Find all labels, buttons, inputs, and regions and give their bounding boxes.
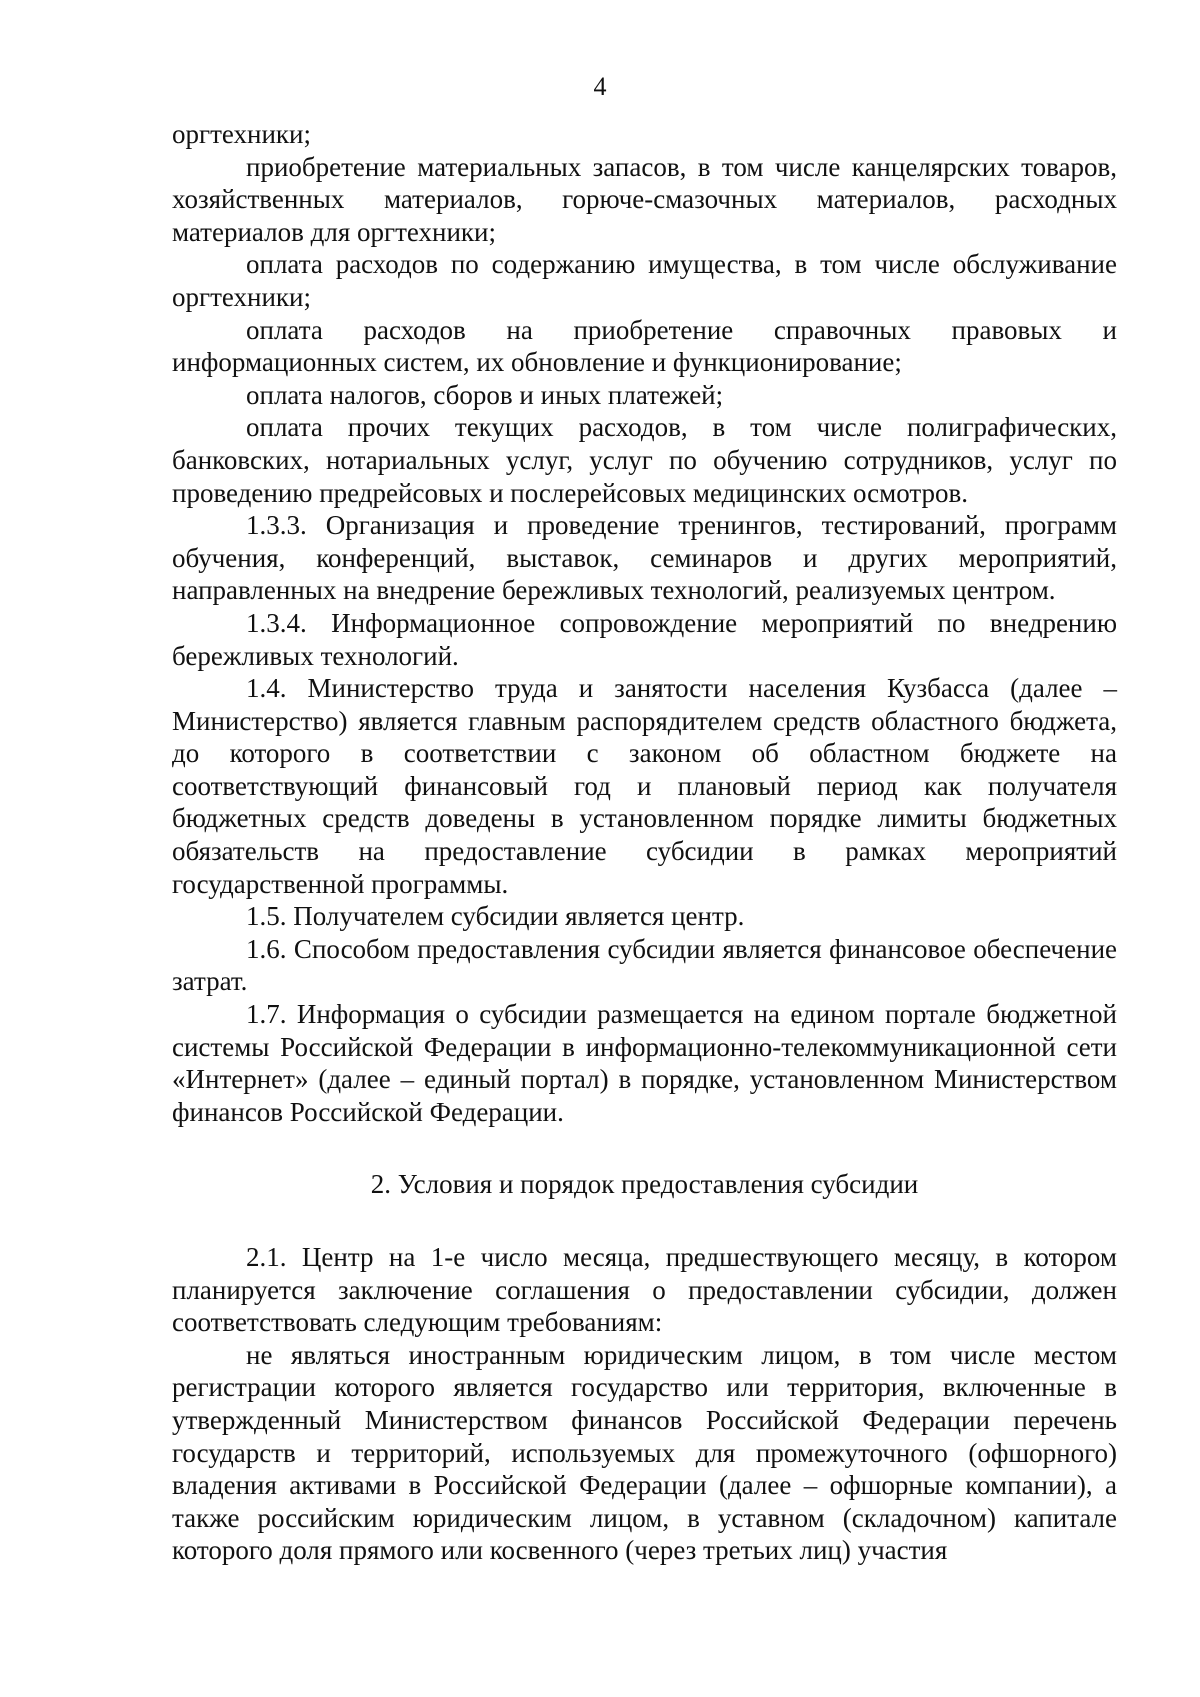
paragraph: 1.5. Получателем субсидии является центр. <box>246 901 745 932</box>
paragraph: оплата расходов по содержанию имущества, в том числе обслуживание оргтехники; <box>172 249 1117 312</box>
paragraph: оплата налогов, сборов и иных платежей; <box>246 379 724 410</box>
section-heading: 2. Условия и порядок предоставления субсидии <box>370 1169 919 1200</box>
paragraph: приобретение материальных запасов, в том числе канцелярских товаров, хозяйственных материалов, горюче-смазочных материалов, расходных материалов для оргтехники; <box>172 151 1117 247</box>
page-number: 4 <box>593 72 607 101</box>
paragraph: 1.3.3. Организация и проведение тренингов, тестирований, программ обучения, конференций, выставок, семинаров и других мероприятий, направленных на внедрение бережливых технологий, реализуемых центром. <box>172 510 1117 606</box>
paragraph: 2.1. Центр на 1-е число месяца, предшествующего месяцу, в котором планируется заключение соглашения о предоставлении субсидии, должен соответствовать следующим требованиям: <box>172 1242 1117 1338</box>
paragraph: не являться иностранным юридическим лицом, в том числе местом регистрации которого является государство или территория, включенные в утвержденный Министерством финансов Российской Федерации перечень государств и территорий, используемых для промежуточного (офшорного) владения активами в Российской Федерации (далее – офшорные компании), а также российским юридическим лицом, в уставном (складочном) капитале которого доля прямого или косвенного (через третьих лиц) участия <box>172 1339 1117 1566</box>
paragraph: оплата прочих текущих расходов, в том числе полиграфических, банковских, нотариальных услуг, услуг по обучению сотрудников, услуг по проведению предрейсовых и послерейсовых медицинских осмотров. <box>172 412 1117 508</box>
paragraph: 1.3.4. Информационное сопровождение мероприятий по внедрению бережливых технологий. <box>172 607 1117 671</box>
document-body <box>172 118 1117 1567</box>
paragraph: 1.4. Министерство труда и занятости населения Кузбасса (далее – Министерство) является главным распорядителем средств областного бюджета, до которого в соответствии с законом об областном бюджете на соответствующий финансовый год и плановый период как получателя бюджетных средств доведены в установленном порядке лимиты бюджетных обязательств на предоставление субсидии в рамках мероприятий государственной программы. <box>172 673 1117 899</box>
paragraph: оргтехники; <box>172 119 311 149</box>
paragraph: 1.7. Информация о субсидии размещается на едином портале бюджетной системы Российской Федерации в информационно-телекоммуникационной сети «Интернет» (далее – единый портал) в порядке, установленном Министерством финансов Российской Федерации. <box>172 999 1117 1127</box>
paragraph: 1.6. Способом предоставления субсидии является финансовое обеспечение затрат. <box>172 933 1117 997</box>
paragraph: оплата расходов на приобретение справочных правовых и информационных систем, их обновление и функционирование; <box>172 314 1117 378</box>
